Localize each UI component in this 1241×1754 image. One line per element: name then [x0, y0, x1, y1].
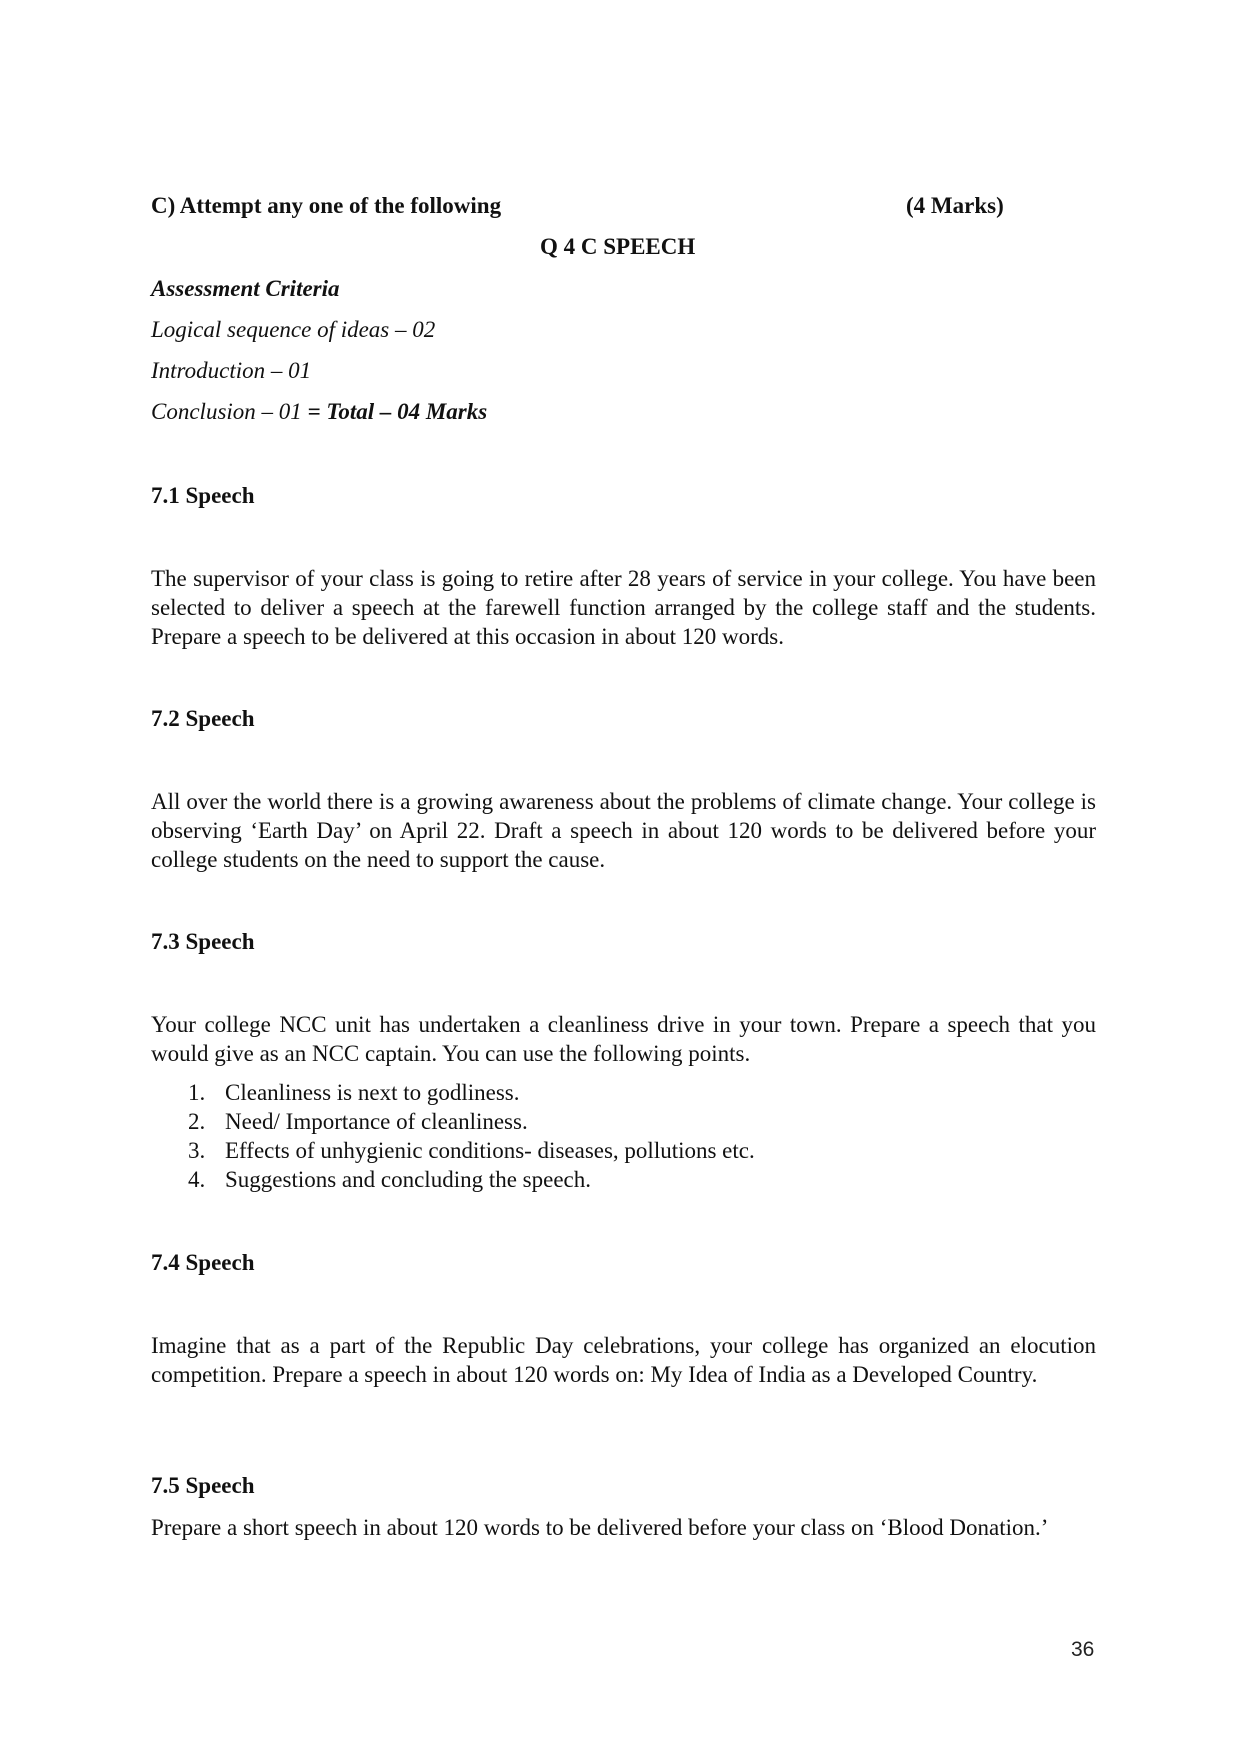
section-body-7-3: Your college NCC unit has undertaken a cleanliness drive in your town. Prepare a speech that you would give as an NCC captain. You can use the following points. — [151, 1012, 1096, 1066]
list-item-number: 3. — [188, 1138, 206, 1163]
list-item-number: 2. — [188, 1109, 206, 1134]
section-heading-7-1: 7.1 Speech — [151, 483, 255, 508]
section-body-7-4: Imagine that as a part of the Republic Day celebrations, your college has organized an elocution competition. Prepare a speech in about 120 words on: My Idea of India as a Developed Country. — [151, 1333, 1096, 1387]
list-item — [151, 1078, 1051, 1107]
list-item — [151, 1107, 1051, 1136]
section-body-7-1: The supervisor of your class is going to retire after 28 years of service in your college. You have been selected to deliver a speech at the farewell function arranged by the college staff and the students. Prepare a speech to be delivered at this occasion in about 120 words. — [151, 566, 1096, 649]
list-item-number: 1. — [188, 1080, 206, 1105]
section-instruction: C) Attempt any one of the following — [151, 193, 502, 218]
section-heading-7-2: 7.2 Speech — [151, 706, 255, 731]
section-body-7-2: All over the world there is a growing awareness about the problems of climate change. Your college is observing ‘Earth Day’ on April 22. Draft a speech in about 120 words to be delivered before your college students on the need to support the cause. — [151, 789, 1096, 872]
section-heading-7-5: 7.5 Speech — [151, 1473, 255, 1498]
list-item-text: Suggestions and concluding the speech. — [225, 1167, 592, 1192]
marks-label: (4 Marks) — [906, 193, 1004, 218]
list-item-text: Cleanliness is next to godliness. — [225, 1080, 520, 1105]
criteria-line-ideas: Logical sequence of ideas – 02 — [151, 317, 436, 342]
section-heading-7-4: 7.4 Speech — [151, 1250, 255, 1275]
list-item-text: Need/ Importance of cleanliness. — [225, 1109, 528, 1134]
criteria-line-introduction: Introduction – 01 — [151, 358, 312, 383]
section-body-7-5: Prepare a short speech in about 120 words to be delivered before your class on ‘Blood Donation.’ — [151, 1515, 1049, 1540]
speech-points-list — [151, 1078, 1051, 1194]
list-item — [151, 1136, 1051, 1165]
list-item-text: Effects of unhygienic conditions- diseases, pollutions etc. — [225, 1138, 755, 1163]
section-heading-7-3: 7.3 Speech — [151, 929, 255, 954]
list-item-number: 4. — [188, 1167, 206, 1192]
criteria-heading: Assessment Criteria — [151, 276, 340, 301]
criteria-total-text: = Total – 04 Marks — [301, 399, 488, 424]
list-item — [151, 1165, 1051, 1194]
page-number: 36 — [1071, 1638, 1095, 1661]
criteria-line-conclusion — [151, 397, 487, 426]
criteria-conclusion-text: Conclusion – 01 — [151, 399, 302, 424]
page-title: Q 4 C SPEECH — [540, 234, 696, 259]
